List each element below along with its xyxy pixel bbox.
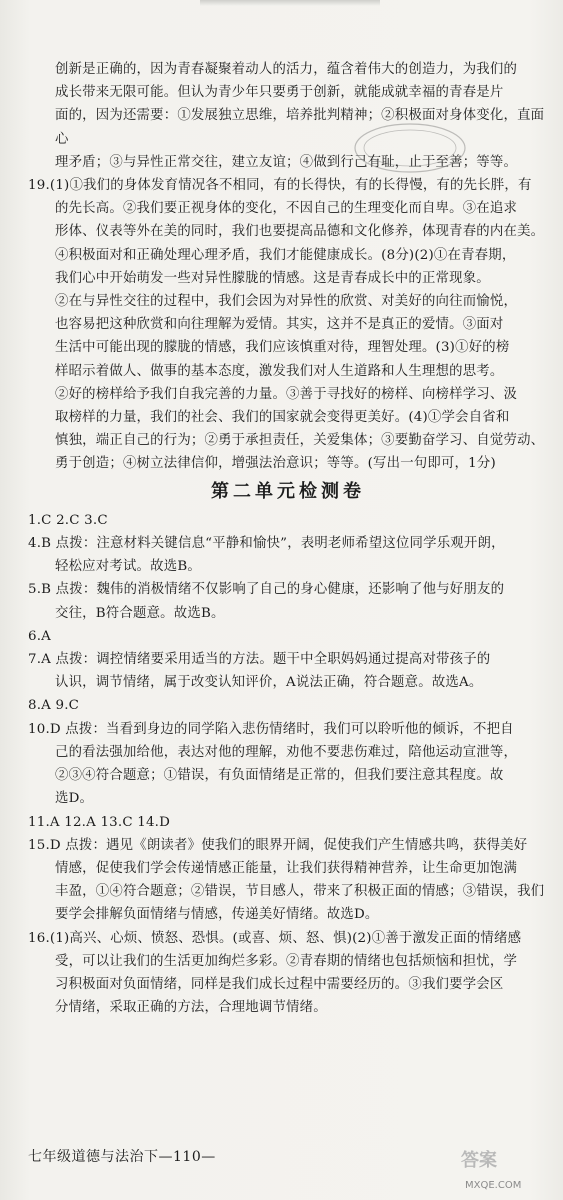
text-line: 情感，促使我们学会传递情感正能量，让我们获得精神营养，让生命更加饱满 <box>55 860 518 876</box>
text-line: 认识，调节情绪，属于改变认知评价，A说法正确，符合题意。故选A。 <box>55 675 483 691</box>
text-line: 1.C 2.C 3.C <box>28 512 108 528</box>
answer-19 <box>28 174 548 476</box>
text-line: 11.A 12.A 13.C 14.D <box>28 814 171 830</box>
text-line: 理矛盾；③与异性正常交往，建立友谊；④做到行己有耻，止于至善；等等。 <box>55 154 518 170</box>
text-line: 6.A <box>28 628 52 644</box>
answer-11-14 <box>28 811 548 834</box>
watermark-chinese: 答案 <box>461 1150 497 1171</box>
text-line: 8.A 9.C <box>28 698 80 714</box>
text-line: 选D。 <box>55 791 94 807</box>
text-line: 4.B 点拨：注意材料关键信息“平静和愉快”，表明老师希望这位同学乐观开朗， <box>28 536 505 552</box>
text-line: 16.(1)高兴、心烦、愤怒、恐惧。(或喜、烦、怒、惧)(2)①善于激发正面的情绪感 <box>28 930 522 946</box>
text-line: 丰盈，①④符合题意；②错误，节目感人，带来了积极正面的情感；③错误，我们 <box>55 884 545 900</box>
text-line: ②好的榜样给予我们自我完善的力量。③善于寻找好的榜样、向榜样学习、汲 <box>55 386 518 402</box>
watermark-site: MXQE.COM <box>465 1180 522 1191</box>
text-line: 形体、仪表等外在美的同时，我们也要提高品德和文化修养，体现青春的内在美。 <box>55 224 545 240</box>
text-line: 成长带来无限可能。但认为青少年只要勇于创新，就能成就幸福的青春是片 <box>55 85 504 101</box>
text-line: 5.B 点拨：魏伟的消极情绪不仅影响了自己的身心健康，还影响了他与好朋友的 <box>28 582 505 598</box>
answer-16 <box>28 927 548 1020</box>
text-line: ②③④符合题意；①错误，有负面情绪是正常的，但我们要注意其程度。故 <box>55 768 504 784</box>
text-line: 也容易把这种欣赏和向往理解为爱情。其实，这并不是真正的爱情。③面对 <box>55 317 504 333</box>
answer-6 <box>28 625 548 648</box>
text-line: 要学会排解负面情绪与情感，传递美好情绪。故选D。 <box>55 907 379 923</box>
text-line: ④积极面对和正确处理心理矛盾，我们才能健康成长。(8分)(2)①在青春期， <box>55 247 516 263</box>
text-line: 的先长高。②我们要正视身体的变化，不因自己的生理变化而自卑。③在追求 <box>55 201 518 217</box>
document-body <box>28 58 548 1019</box>
section-title: 第二单元检测卷 <box>211 480 365 502</box>
text-line: 我们心中开始萌发一些对异性朦胧的情感。这是青春成长中的正常现象。 <box>55 270 490 286</box>
text-line: 19.(1)①我们的身体发育情况各不相同，有的长得快，有的长得慢，有的先长胖，有 <box>28 178 532 194</box>
text-line: 取榜样的力量，我们的社会、我们的国家就会变得更美好。(4)①学会自省和 <box>55 410 510 426</box>
answer-7 <box>28 648 548 694</box>
text-line: 样昭示着做人、做事的基本态度，激发我们对人生道路和人生理想的思考。 <box>55 363 504 379</box>
text-line: 勇于创造；④树立法律信仰，增强法治意识；等等。(写出一句即可，1分) <box>55 456 496 472</box>
text-line: 生活中可能出现的朦胧的情感，我们应该慎重对待，理智处理。(3)①好的榜 <box>55 340 510 356</box>
answer-10 <box>28 718 548 811</box>
text-line: 15.D 点拨：遇见《朗读者》使我们的眼界开阔，促使我们产生情感共鸣，获得美好 <box>28 837 528 853</box>
text-line: ②在与异性交往的过程中，我们会因为对异性的欣赏、对美好的向往而愉悦， <box>55 294 518 310</box>
scan-shadow <box>200 0 380 6</box>
text-line: 10.D 点拨：当看到身边的同学陷入悲伤情绪时，我们可以聆听他的倾诉，不把自 <box>28 721 514 737</box>
text-line: 交往，B符合题意。故选B。 <box>55 605 225 621</box>
answer-8-9 <box>28 694 548 717</box>
text-line: 己的看法强加给他，表达对他的理解，劝他不要悲伤难过，陪他运动宣泄等， <box>55 744 518 760</box>
watermark-logo <box>455 1140 559 1196</box>
text-line: 面的，因为还需要：①发展独立思维，培养批判精神；②积极面对身体变化，直面心 <box>55 108 545 147</box>
text-line: 受，可以让我们的生活更加绚烂多彩。②青春期的情绪也包括烦恼和担忧，学 <box>55 953 518 969</box>
answer-4 <box>28 532 548 578</box>
text-line: 7.A 点拨：调控情绪要采用适当的方法。题干中全职妈妈通过提高对带孩子的 <box>28 652 491 668</box>
answer-5 <box>28 578 548 624</box>
stamp-mark <box>345 118 475 178</box>
text-line: 创新是正确的，因为青春凝聚着动人的活力，蕴含着伟大的创造力，为我们的 <box>55 62 518 77</box>
page-footer: 七年级道德与法治下—110— <box>28 1149 216 1165</box>
answer-1-3 <box>28 509 548 532</box>
text-line: 习积极面对负面情绪，同样是我们成长过程中需要经历的。③我们要学会区 <box>55 976 504 992</box>
text-line: 慎独，端正自己的行为；②勇于承担责任，关爱集体；③要勤奋学习、自觉劳动、 <box>55 433 545 449</box>
text-line: 分情绪，采取正确的方法，合理地调节情绪。 <box>55 1000 327 1016</box>
text-line: 轻松应对考试。故选B。 <box>55 559 201 575</box>
answer-15 <box>28 834 548 927</box>
